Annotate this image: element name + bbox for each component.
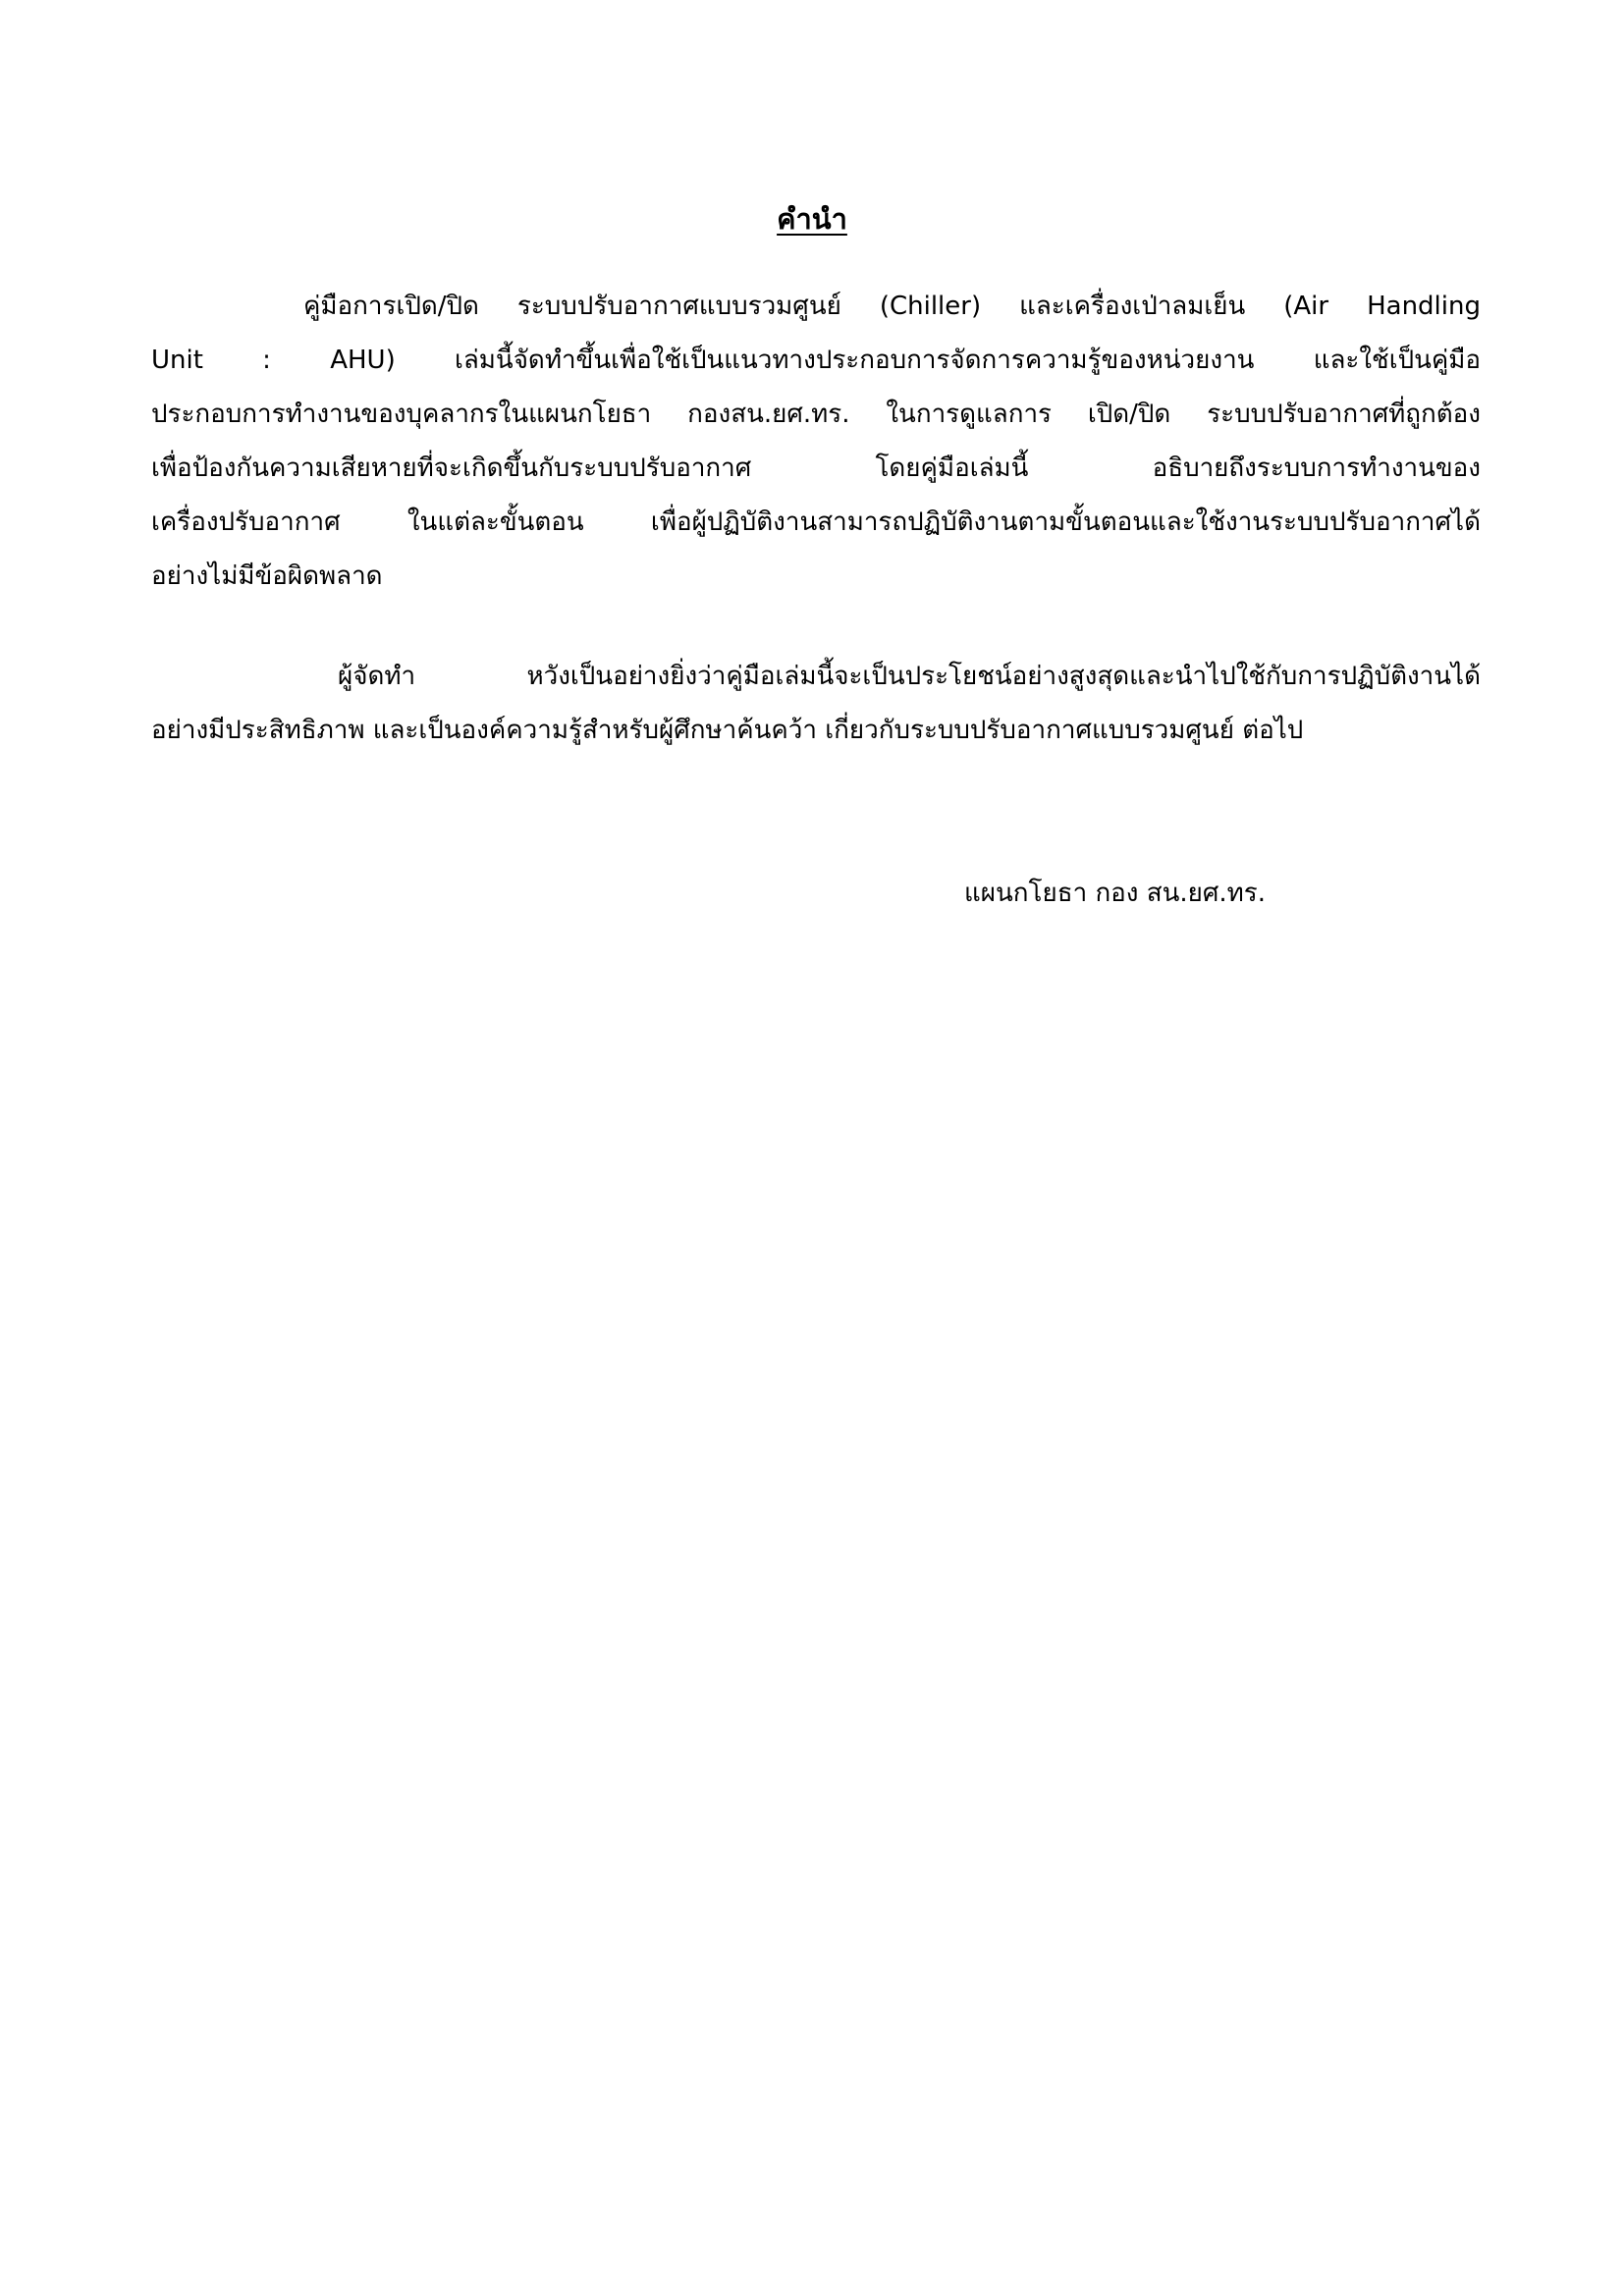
introduction-paragraph-2 [151, 650, 1481, 758]
paragraph-2-line-2: อย่างมีประสิทธิภาพ และเป็นองค์ความรู้สำหรับผู้ศึกษาค้นคว้า เกี่ยวกับระบบปรับอากาศแบบรวมศูนย์ ต่อไป [151, 716, 1304, 745]
paragraph-2-line-1: ผู้จัดทำ หวังเป็นอย่างยิ่งว่าคู่มือเล่มนี้จะเป็นประโยชน์อย่างสูงสุดและนำไปใช้กับการปฏิบัติงานได้ [338, 662, 1481, 691]
paragraph-1-line-2: Unit : AHU) เล่มนี้จัดทำขึ้นเพื่อใช้เป็นแนวทางประกอบการจัดการความรู้ของหน่วยงาน และใช้เป็นคู่มือ [151, 346, 1481, 375]
paragraph-1-line-4: เพื่อป้องกันความเสียหายที่จะเกิดขึ้นกับระบบปรับอากาศ โดยคู่มือเล่มนี้ อธิบายถึงระบบการทำงานของ [151, 454, 1481, 483]
paragraph-1-line-1: คู่มือการเปิด/ปิด ระบบปรับอากาศแบบรวมศูนย์ (Chiller) และเครื่องเป่าลมเย็น (Air Handling [303, 292, 1481, 321]
introduction-paragraph-1 [151, 280, 1481, 604]
paragraph-1-line-3: ประกอบการทำงานของบุคลากรในแผนกโยธา กองสน.ยศ.ทร. ในการดูแลการ เปิด/ปิด ระบบปรับอากาศที่ถูกต้อง [151, 400, 1481, 429]
page-title: คำนำ [777, 202, 847, 236]
paragraph-1-line-6: อย่างไม่มีข้อผิดพลาด [151, 561, 383, 591]
signature-line: แผนกโยธา กอง สน.ยศ.ทร. [964, 879, 1267, 908]
paragraph-1-line-5: เครื่องปรับอากาศ ในแต่ละขั้นตอน เพื่อผู้ปฏิบัติงานสามารถปฏิบัติงานตามขั้นตอนและใช้งานระบบปรับอากาศได้ [151, 507, 1481, 537]
